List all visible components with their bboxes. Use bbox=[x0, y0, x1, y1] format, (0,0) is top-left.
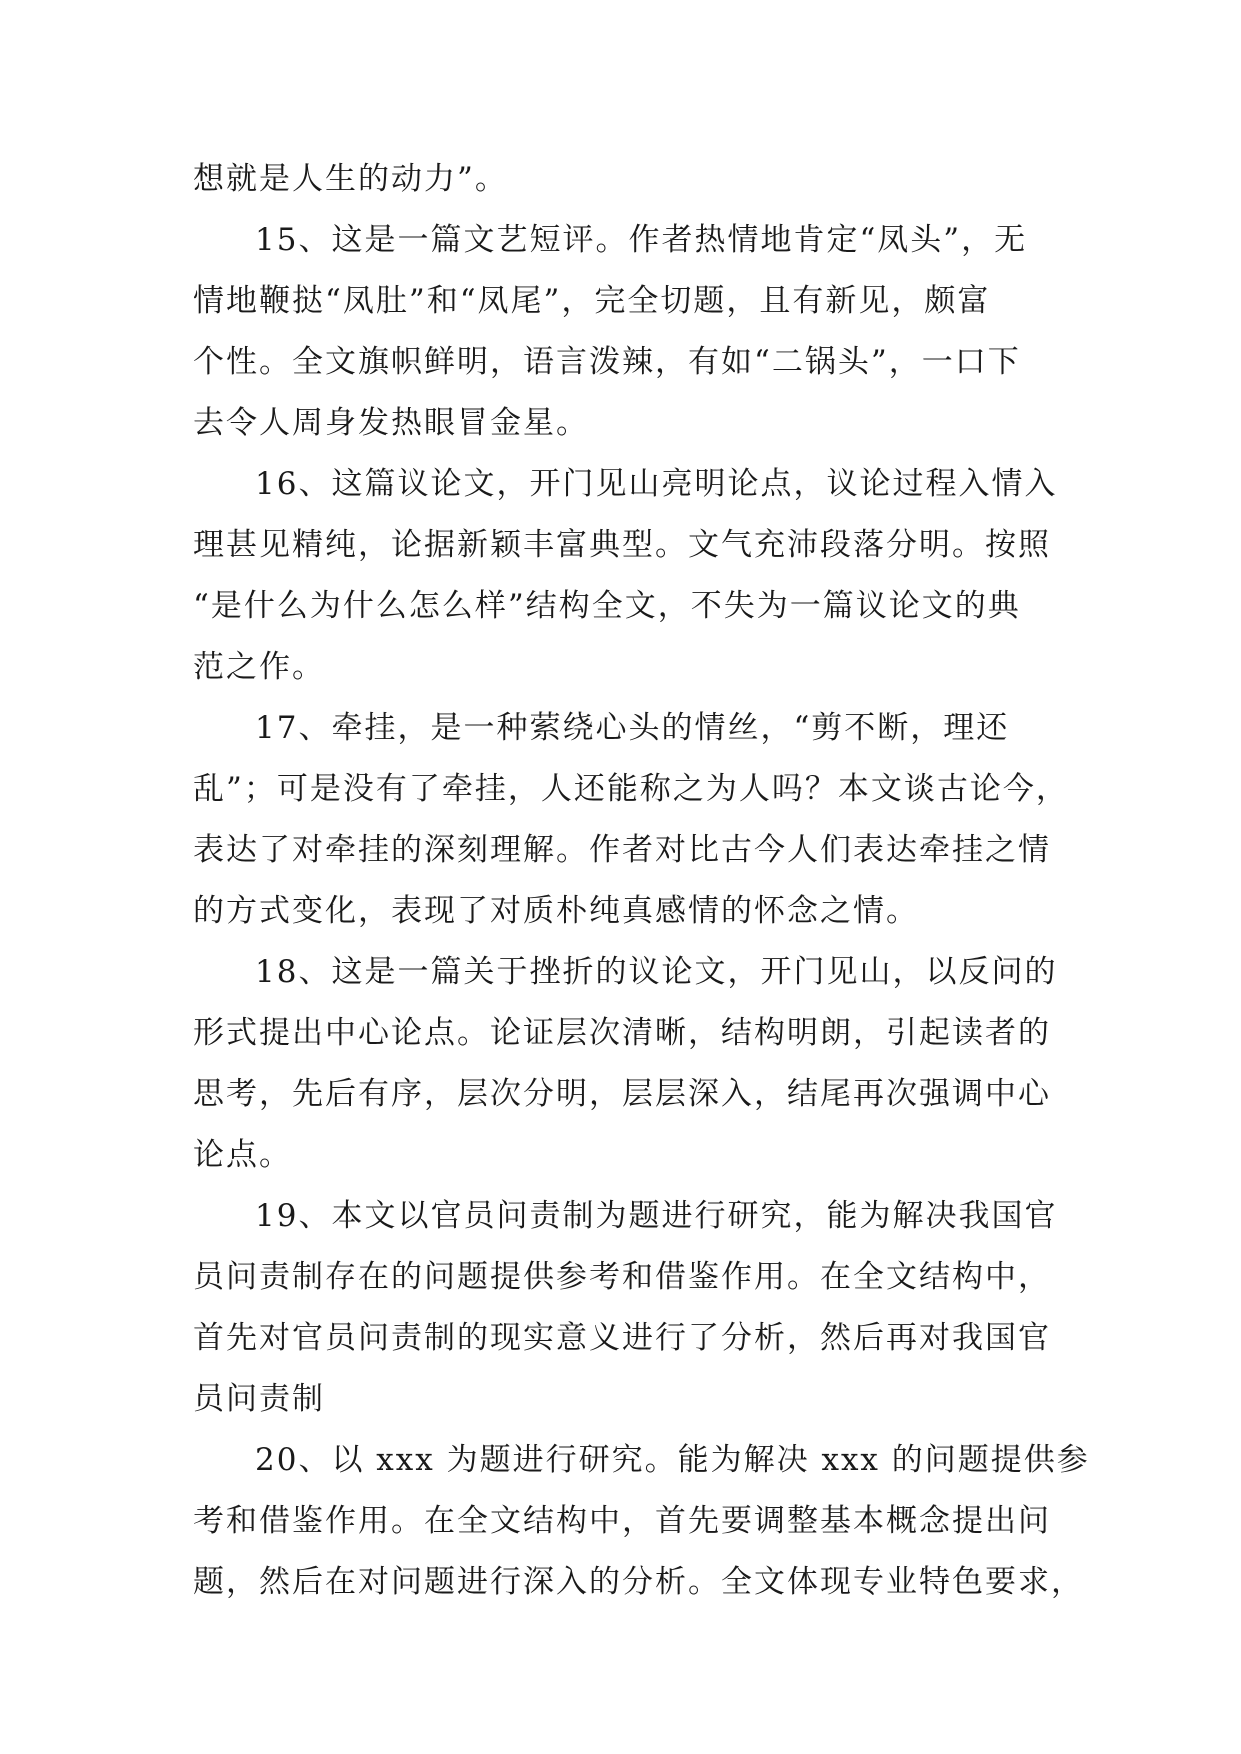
paragraph-first-line: 20、以 xxx 为题进行研究。能为解决 xxx 的问题提供参 bbox=[255, 1442, 1090, 1478]
paragraph-line: 理甚见精纯，论据新颖丰富典型。文气充沛段落分明。按照 bbox=[193, 527, 1051, 563]
paragraph-line: 思考，先后有序，层次分明，层层深入，结尾再次强调中心 bbox=[193, 1076, 1051, 1112]
paragraph-line: 论点。 bbox=[193, 1137, 292, 1173]
paragraph-line: 的方式变化，表现了对质朴纯真感情的怀念之情。 bbox=[193, 893, 919, 929]
paragraph-line: 去令人周身发热眼冒金星。 bbox=[193, 405, 589, 441]
paragraph-line: 员问责制 bbox=[193, 1381, 325, 1417]
paragraph-first-line: 17、牵挂，是一种萦绕心头的情丝，“剪不断，理还 bbox=[255, 710, 1010, 746]
document-body bbox=[193, 160, 1090, 1624]
paragraph-first-line: 18、这是一篇关于挫折的议论文，开门见山，以反问的 bbox=[255, 954, 1058, 990]
paragraph-line: “是什么为什么怎么样”结构全文，不失为一篇议论文的典 bbox=[193, 588, 1021, 624]
paragraph-line: 个性。全文旗帜鲜明，语言泼辣，有如“二锅头”，一口下 bbox=[193, 344, 1021, 380]
paragraph-line: 想就是人生的动力”。 bbox=[193, 161, 508, 197]
paragraph-first-line: 15、这是一篇文艺短评。作者热情地肯定“凤头”，无 bbox=[255, 222, 1028, 258]
paragraph-first-line: 16、这篇议论文，开门见山亮明论点，议论过程入情入 bbox=[255, 466, 1058, 502]
paragraph-line: 情地鞭挞“凤肚”和“凤尾”，完全切题，且有新见，颇富 bbox=[193, 283, 991, 319]
paragraph-line: 题，然后在对问题进行深入的分析。全文体现专业特色要求， bbox=[193, 1564, 1084, 1600]
paragraph-line: 考和借鉴作用。在全文结构中，首先要调整基本概念提出问 bbox=[193, 1503, 1051, 1539]
paragraph-line: 表达了对牵挂的深刻理解。作者对比古今人们表达牵挂之情 bbox=[193, 832, 1051, 868]
paragraph-line: 形式提出中心论点。论证层次清晰，结构明朗，引起读者的 bbox=[193, 1015, 1051, 1051]
paragraph-line: 范之作。 bbox=[193, 649, 325, 685]
paragraph-line: 首先对官员问责制的现实意义进行了分析，然后再对我国官 bbox=[193, 1320, 1051, 1356]
paragraph-line: 乱”；可是没有了牵挂，人还能称之为人吗？本文谈古论今， bbox=[193, 771, 1069, 807]
paragraph-first-line: 19、本文以官员问责制为题进行研究，能为解决我国官 bbox=[255, 1198, 1058, 1234]
paragraph-line: 员问责制存在的问题提供参考和借鉴作用。在全文结构中， bbox=[193, 1259, 1051, 1295]
